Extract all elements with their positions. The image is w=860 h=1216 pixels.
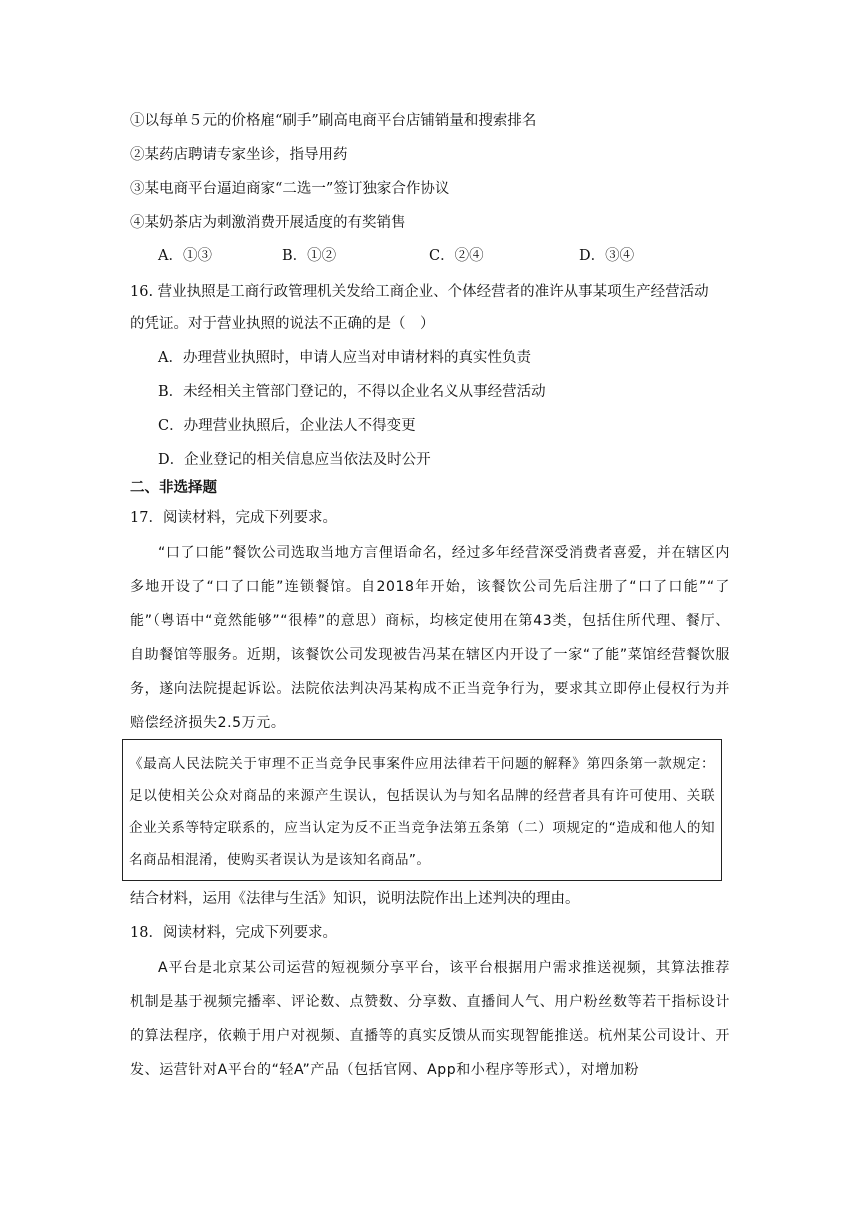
q18-material: A平台是北京某公司运营的短视频分享平台，该平台根据用户需求推送视频，其算法推荐机制是基于视频完播率、评论数、点赞数、分享数、直播间人气、用户粉丝数等若干指标设计的算法程序，依赖于用户对视频、直播等的真实反馈从而实现智能推送。杭州某公司设计、开发、运营针对A平台的“轻A”产品（包括官网、App和小程序等形式），对增加粉 xyxy=(130,960,730,1078)
q17-question: 结合材料，运用《法律与生活》知识，说明法院作出上述判决的理由。 xyxy=(130,891,580,907)
q17-legal-excerpt: 《最高人民法院关于审理不正当竞争民事案件应用法律若干问题的解释》第四条第一款规定：足以使相关公众对商品的来源产生误认，包括误认为与知名品牌的经营者具有许可使用、关联企业关系等特定联系的，应当认定为反不正当竞争法第五条第（二）项规定的“造成和他人的知名商品相混淆，使购买者误认为是该知名商品”。 xyxy=(129,756,715,868)
q16-option-c: C．办理营业执照后，企业法人不得变更 xyxy=(158,418,416,434)
q17-legal-excerpt-box xyxy=(122,739,722,881)
q15-item-4: ④某奶茶店为刺激消费开展适度的有奖销售 xyxy=(130,215,406,231)
q16-stem-line-2: 的凭证。对于营业执照的说法不正确的是（ ） xyxy=(130,316,435,332)
q15-option-c: C．②④ xyxy=(429,248,484,264)
q16-option-a: A．办理营业执照时，申请人应当对申请材料的真实性负责 xyxy=(158,350,531,366)
q15-item-1: ①以每单５元的价格雇“刷手”刷高电商平台店铺销量和搜索排名 xyxy=(130,113,537,129)
q16-option-d: D．企业登记的相关信息应当依法及时公开 xyxy=(158,452,431,468)
q16-option-b: B．未经相关主管部门登记的，不得以企业名义从事经营活动 xyxy=(158,384,546,400)
q15-item-3: ③某电商平台逼迫商家“二选一”签订独家合作协议 xyxy=(130,181,450,197)
q17-stem: 17．阅读材料，完成下列要求。 xyxy=(130,510,337,526)
q15-option-b: B．①② xyxy=(282,248,337,264)
q18-stem: 18．阅读材料，完成下列要求。 xyxy=(130,925,337,941)
q16-stem-line-1: 16. 营业执照是工商行政管理机关发给工商企业、个体经营者的准许从事某项生产经营活动 xyxy=(130,284,709,300)
q15-item-2: ②某药店聘请专家坐诊，指导用药 xyxy=(130,147,348,163)
q17-material: “口了口能”餐饮公司选取当地方言俚语命名，经过多年经营深受消费者喜爱，并在辖区内多地开设了“口了口能”连锁餐馆。自2018年开始，该餐饮公司先后注册了“口了口能”“了能”（粤语中“竟然能够”“很棒”的意思）商标，均核定使用在第43类，包括住所代理、餐厅、自助餐馆等服务。近期，该餐饮公司发现被告冯某在辖区内开设了一家“了能”菜馆经营餐饮服务，遂向法院提起诉讼。法院依法判决冯某构成不正当竞争行为，要求其立即停止侵权行为并赔偿经济损失2.5万元。 xyxy=(130,545,730,731)
q15-option-d: D．③④ xyxy=(579,248,635,264)
q15-option-a: A．①③ xyxy=(158,248,212,264)
section-heading: 二、非选择题 xyxy=(130,479,217,496)
